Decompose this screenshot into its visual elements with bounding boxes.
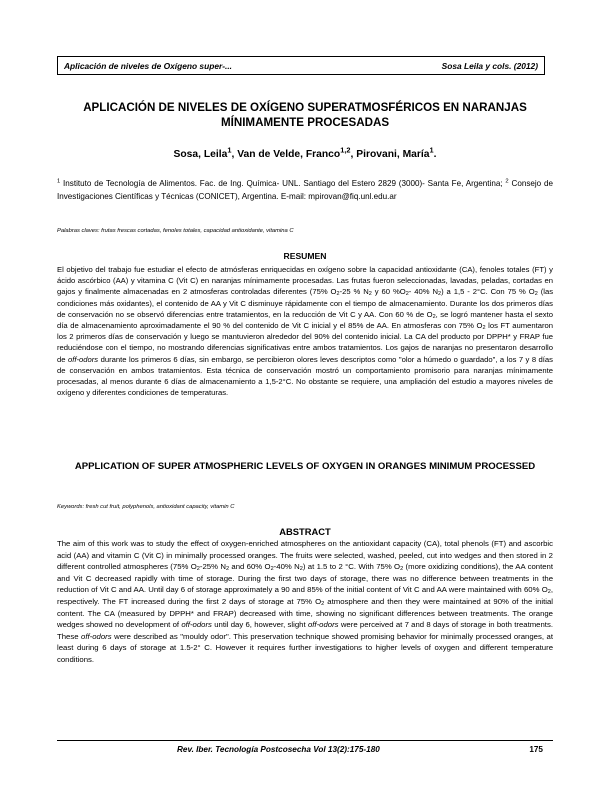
- abstract-body: The aim of this work was to study the effect of oxygen-enriched atmospheres on the antioxidant capacity (CA), total phenols (FT) and ascorbic acid (AA) and vitamin C (Vit C) in minimally processed oranges. The fruits were selected, washed, peeled, cut into wedges and then stored in 2 different controlled atmospheres (75% $O_2-25\%$ $N_2$ and 60% $O_2-40\%$ $N_2$) at 1.5 to 2 °C. With 75% $O_2$ (more oxidizing conditions), the AA content and Vit C decreased rapidly with time of storage. During the first two days of storage, there was no difference between treatments in the reduction of Vit C and AA. Until day 6 of storage approximately a 90 and 85% of the initial content of Vit C and AA were maintained with 60% $O_2$, respectively. The FT increased during the first 2 days of storage at 75% $O_2$ atmosphere and then they were maintained at 90% of the initial content. The CA (measured by DPPH* and FRAP) decreased with time, showing no significant differences between treatments. The orange wedges showed no development of off-odors until day 6, however, slight off-odors were perceived at 7 and 8 days of storage in both treatments. These off-odors were described as "mouldy odor". This preservation technique showed promising behavior for minimally processed oranges, at least during 6 days of storage at 1.5-2° C. However it requires further investigations to higher levels of oxygen and different temperature conditions.: [57, 539, 554, 664]
- affiliation: $^1$ Instituto de Tecnología de Alimentos. Fac. de Ing. Química- UNL. Santiago del Estero 2829 (3000)- Santa Fe, Argentina; $^2$ Consejo de Investigaciones Científicas y Técnicas (CONICET), Argentina. E-mail: mpirovan@fiq.unl.edu.ar: [57, 178, 553, 201]
- running-header-left: Aplicación de niveles de Oxígeno super-...: [64, 60, 233, 71]
- abstract-heading: ABSTRACT: [279, 526, 331, 537]
- footer-journal: Rev. Iber. Tecnología Postcosecha Vol 13(2):175-180: [177, 745, 380, 754]
- keywords-es: Palabras claves: frutas frescas cortadas, fenoles totales, capacidad antioxidante, vitamina C: [57, 228, 294, 234]
- authors: Sosa, Leila$^1$, Van de Velde, Franco$^{1,2}$, Pirovani, María$^1$.: [173, 145, 437, 160]
- keywords-en: Keywords: fresh cut fruit, polyphenols, antioxidant capacity, vitamin C: [57, 504, 235, 510]
- paper-title-es: APLICACIÓN DE NIVELES DE OXÍGENO SUPERATMOSFÉRICOS EN NARANJAS MÍNIMAMENTE PROCESADAS: [83, 101, 527, 129]
- page-number: 175: [529, 745, 543, 754]
- running-header: [57, 56, 545, 75]
- author-3-sup: 1: [429, 145, 434, 155]
- author-2-sup: 1,2: [340, 145, 351, 155]
- running-header-right: Sosa Leila y cols. (2012): [441, 60, 538, 71]
- paper-title-en: APPLICATION OF SUPER ATMOSPHERIC LEVELS OF OXYGEN IN ORANGES MINIMUM PROCESSED: [74, 461, 536, 472]
- author-1-sup: 1: [227, 145, 232, 155]
- author-1: Sosa, Leila: [173, 149, 228, 160]
- resumen-body: El objetivo del trabajo fue estudiar el efecto de atmósferas enriquecidas en oxígeno sobre la capacidad antioxidante (CA), fenoles totales (FT) y ácido ascórbico (AA) y vitamina C (Vit C) en naranjas mínimamente procesadas. Las frutas fueron seleccionadas, lavadas, peladas, cortadas en gajos y finalmente almacenadas en 2 atmosferas controladas diferentes (75% $O_2-25$ % $N_2$ y 60 $\%O_2-$ 40% $N_2$) a 1,5 - 2°C. Con 75 % $O_2$ (las condiciones más oxidantes), el contenido de AA y Vit C disminuye rápidamente con el tiempo de almacenamiento. Durante los dos primeros días de conservación no se observó diferencias entre tratamientos, en la reducción de Vit C y AA. Con 60 % de $O_2$, se logró mantener hasta el sexto día de almacenamiento aproximadamente el 90 % del contenido de Vit C inicial y el 85% de AA. En atmosferas con 75% $O_2$ los FT aumentaron los 2 primeros días de conservación y luego se mantuvieron alrededor del 90% del contenido inicial. La CA del producto por DPPH* y FRAP fue reduciéndose con el tiempo, no mostrando diferencias significativas entre ambos tratamientos. Los gajos de naranjas no presentaron desarrollo de off-odors durante los primeros 6 días, sin embargo, se percibieron olores leves descriptos como "olor a húmedo o guardado", a los 7 y 8 días de conservación en ambos tratamientos. Esta técnica de conservación mostró un comportamiento promisorio para naranjas mínimamente procesadas, al menos durante 6 días de almacenamiento a 1,5-2°C. No obstante se requiere, una ampliación del estudio a mayores niveles de oxígeno y diferentes condiciones de temperaturas.: [57, 265, 554, 398]
- author-3: Pirovani, María: [356, 149, 430, 160]
- resumen-heading: RESUMEN: [283, 251, 327, 261]
- author-2: Van de Velde, Franco: [237, 149, 341, 160]
- footer-rule: [57, 740, 553, 741]
